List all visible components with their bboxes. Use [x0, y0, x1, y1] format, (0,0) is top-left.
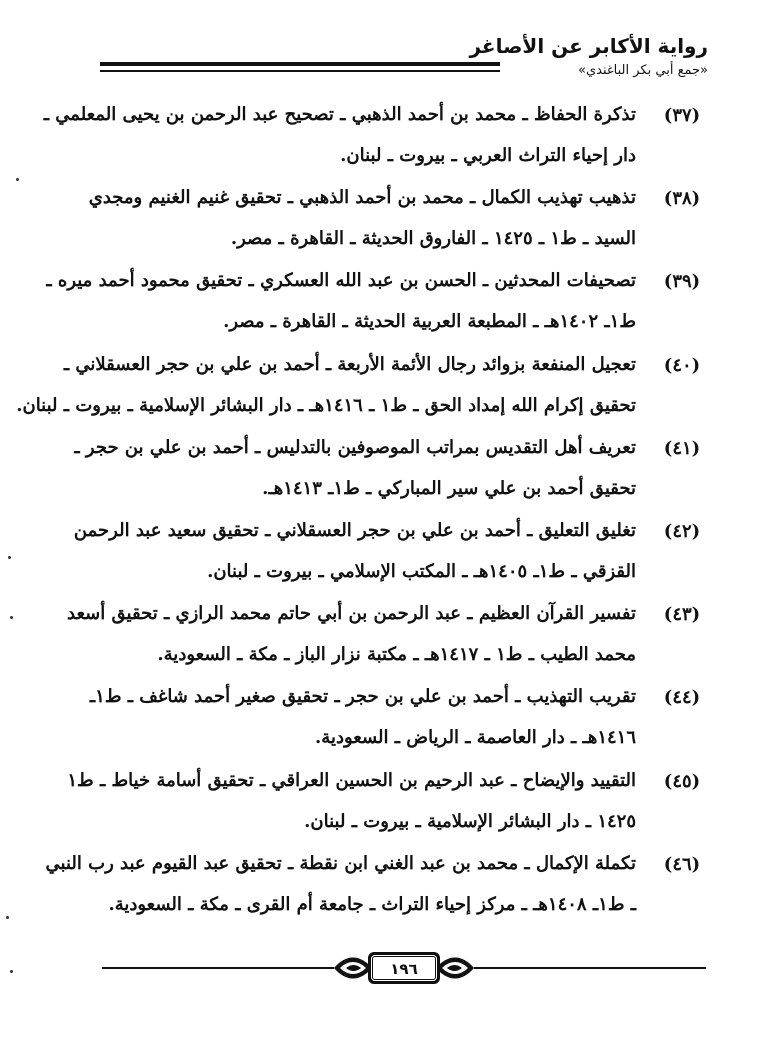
entry-number: (٤٥) — [663, 770, 701, 792]
entry-line: التقييد والإيضاح ـ عبد الرحيم بن الحسين العراقي ـ تحقيق أسامة خياط ـ ط١ — [67, 769, 636, 791]
entry-line: تحقيق إكرام الله إمداد الحق ـ ط١ ـ ١٤١٦هـ ـ دار البشائر الإسلامية ـ بيروت ـ لبنان. — [16, 394, 636, 416]
page-footer — [102, 948, 706, 988]
bibliography-entry — [46, 260, 708, 343]
entry-line: تعريف أهل التقديس بمراتب الموصوفين بالتدليس ـ أحمد بن علي بن حجر ـ — [74, 436, 636, 458]
entry-number: (٣٧) — [663, 105, 701, 126]
entry-line: ١٤٢٥ ـ دار البشائر الإسلامية ـ بيروت ـ لبنان. — [304, 810, 636, 832]
scan-speck — [8, 556, 11, 559]
scan-speck — [16, 178, 19, 181]
entry-line: تعجيل المنفعة بزوائد رجال الأئمة الأربعة ـ أحمد بن علي بن حجر العسقلاني ـ — [63, 353, 636, 375]
bibliography-entry — [16, 344, 708, 427]
bibliography-list — [16, 94, 708, 926]
entry-number: (٤٠) — [663, 354, 701, 376]
running-header — [100, 34, 708, 86]
bibliography-entry — [45, 843, 708, 926]
entry-text — [89, 676, 636, 758]
bibliography-entry — [73, 510, 708, 593]
entry-text — [67, 760, 636, 842]
entry-number: (٤٤) — [663, 687, 701, 709]
entry-line: ١٤١٦هـ ـ دار العاصمة ـ الرياض ـ السعودية. — [315, 727, 636, 749]
header-rule-thick — [100, 62, 500, 66]
entry-text — [16, 344, 636, 426]
entry-number: (٤١) — [663, 437, 701, 459]
entry-line: ـ ط١ـ ١٤٠٨هـ ـ مركز إحياء التراث ـ جامعة أم القرى ـ مكة ـ السعودية. — [108, 893, 636, 915]
entry-number: (٤٣) — [663, 604, 701, 626]
entry-line: دار إحياء التراث العربي ـ بيروت ـ لبنان. — [340, 145, 636, 166]
entry-line: تصحيفات المحدثين ـ الحسن بن عبد الله العسكري ـ تحقيق محمود أحمد ميره ـ — [46, 270, 636, 292]
bibliography-entry — [67, 593, 708, 676]
entry-number: (٣٩) — [663, 271, 701, 293]
bibliography-entry — [89, 676, 708, 759]
book-title: رواية الأكابر عن الأصاغر — [469, 34, 708, 58]
page-number: ١٩٦ — [372, 956, 436, 980]
entry-text — [88, 177, 636, 259]
header-rule-thin — [100, 70, 500, 72]
footer-rule-left — [102, 967, 334, 969]
entry-number: (٣٨) — [663, 188, 701, 210]
bibliography-entry — [88, 177, 708, 260]
entry-text — [43, 94, 636, 176]
entry-line: السيد ـ ط١ ـ ١٤٢٥ ـ الفاروق الحديثة ـ القاهرة ـ مصر. — [230, 228, 636, 250]
entry-number: (٤٦) — [663, 853, 701, 875]
scan-speck — [10, 616, 13, 619]
bibliography-entry — [43, 94, 708, 177]
bibliography-entry — [74, 427, 708, 510]
entry-line: تكملة الإكمال ـ محمد بن عبد الغني ابن نقطة ـ تحقيق عبد القيوم عبد رب النبي — [45, 852, 636, 874]
entry-line: تفسير القرآن العظيم ـ عبد الرحمن بن أبي حاتم محمد الرازي ـ تحقيق أسعد — [67, 603, 636, 625]
entry-line: تذكرة الحفاظ ـ محمد بن أحمد الذهبي ـ تصحيح عبد الرحمن بن يحيى المعلمي ـ — [43, 104, 636, 125]
book-subtitle: «جمع أبي بكر الباغندي» — [578, 63, 708, 78]
entry-line: تغليق التعليق ـ أحمد بن علي بن حجر العسقلاني ـ تحقيق سعيد عبد الرحمن — [73, 519, 636, 541]
entry-line: تقريب التهذيب ـ أحمد بن علي بن حجر ـ تحقيق صغير أحمد شاغف ـ ط١ـ — [89, 686, 636, 708]
entry-text — [74, 427, 636, 509]
entry-line: محمد الطيب ـ ط١ ـ ١٤١٧هـ ـ مكتبة نزار الباز ـ مكة ـ السعودية. — [157, 644, 636, 666]
entry-text — [45, 843, 636, 925]
entry-line: القزقي ـ ط١ـ ١٤٠٥هـ ـ المكتب الإسلامي ـ بيروت ـ لبنان. — [207, 560, 636, 582]
entry-text — [46, 260, 636, 342]
scan-speck — [6, 916, 9, 919]
entry-line: تذهيب تهذيب الكمال ـ محمد بن أحمد الذهبي ـ تحقيق غنيم الغنيم ومجدي — [88, 187, 636, 209]
entry-number: (٤٢) — [663, 520, 701, 542]
scan-speck — [10, 970, 13, 973]
entry-line: ط١ـ ١٤٠٢هـ ـ المطبعة العربية الحديثة ـ القاهرة ـ مصر. — [223, 311, 636, 333]
entry-text — [67, 593, 636, 675]
bibliography-entry — [67, 760, 708, 843]
entry-line: تحقيق أحمد بن علي سير المباركي ـ ط١ـ ١٤١٣هـ. — [262, 477, 636, 499]
footer-rule-right — [474, 967, 706, 969]
entry-text — [73, 510, 636, 592]
